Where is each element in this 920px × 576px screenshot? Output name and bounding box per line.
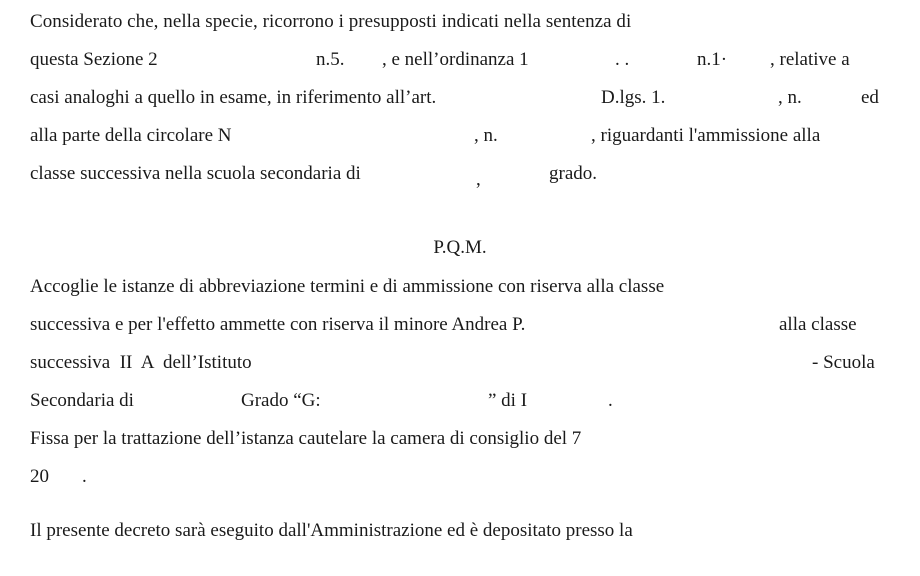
text-fragment: n.1· [697, 49, 728, 70]
text-fragment: grado. [549, 163, 598, 184]
text-line [30, 462, 882, 492]
text-fragment: , e nell’ordinanza 1 [382, 49, 529, 70]
text-fragment: Fissa per la trattazione dell’istanza cautelare la camera di consiglio del 7 [30, 428, 582, 449]
text-fragment: successiva II A dell’Istituto [30, 352, 252, 373]
text-fragment: , n. [778, 87, 802, 108]
section-heading [0, 233, 920, 263]
text-fragment: alla classe [779, 314, 857, 335]
text-fragment: D.lgs. 1. [601, 87, 666, 108]
text-line [30, 348, 882, 378]
text-line [30, 83, 882, 113]
text-fragment: alla parte della circolare N [30, 125, 232, 146]
text-fragment: successiva e per l'effetto ammette con riserva il minore Andrea P. [30, 314, 526, 335]
text-line [30, 272, 882, 302]
text-line [30, 121, 882, 151]
text-fragment: Accoglie le istanze di abbreviazione termini e di ammissione con riserva alla classe [30, 276, 665, 297]
text-fragment: , n. [474, 125, 498, 146]
text-fragment: casi analoghi a quello in esame, in riferimento all’art. [30, 87, 437, 108]
text-fragment: . [82, 466, 87, 487]
text-fragment: - Scuola [812, 352, 875, 373]
text-fragment: . . [615, 49, 630, 70]
text-fragment: questa Sezione 2 [30, 49, 158, 70]
text-fragment: , [476, 169, 481, 190]
text-fragment: Grado “G: [241, 390, 321, 411]
text-line [30, 386, 882, 416]
text-fragment: Il presente decreto sarà eseguito dall'Amministrazione ed è depositato presso la [30, 520, 633, 541]
text-fragment: ed [861, 87, 879, 108]
text-line [30, 310, 882, 340]
text-fragment: ” di I [488, 390, 528, 411]
text-line [30, 516, 882, 546]
text-fragment: Considerato che, nella specie, ricorrono i presupposti indicati nella sentenza di [30, 11, 632, 32]
text-fragment: , riguardanti l'ammissione alla [591, 125, 821, 146]
text-line [30, 159, 882, 189]
text-line [30, 45, 882, 75]
text-line [30, 424, 882, 454]
text-fragment: . [608, 390, 613, 411]
text-fragment: classe successiva nella scuola secondaria di [30, 163, 361, 184]
text-fragment: , relative a [770, 49, 850, 70]
text-fragment: 20 [30, 466, 49, 487]
text-fragment: n.5. [316, 49, 345, 70]
text-fragment: Secondaria di [30, 390, 134, 411]
heading-text: P.Q.M. [433, 237, 487, 258]
text-line [30, 7, 882, 37]
